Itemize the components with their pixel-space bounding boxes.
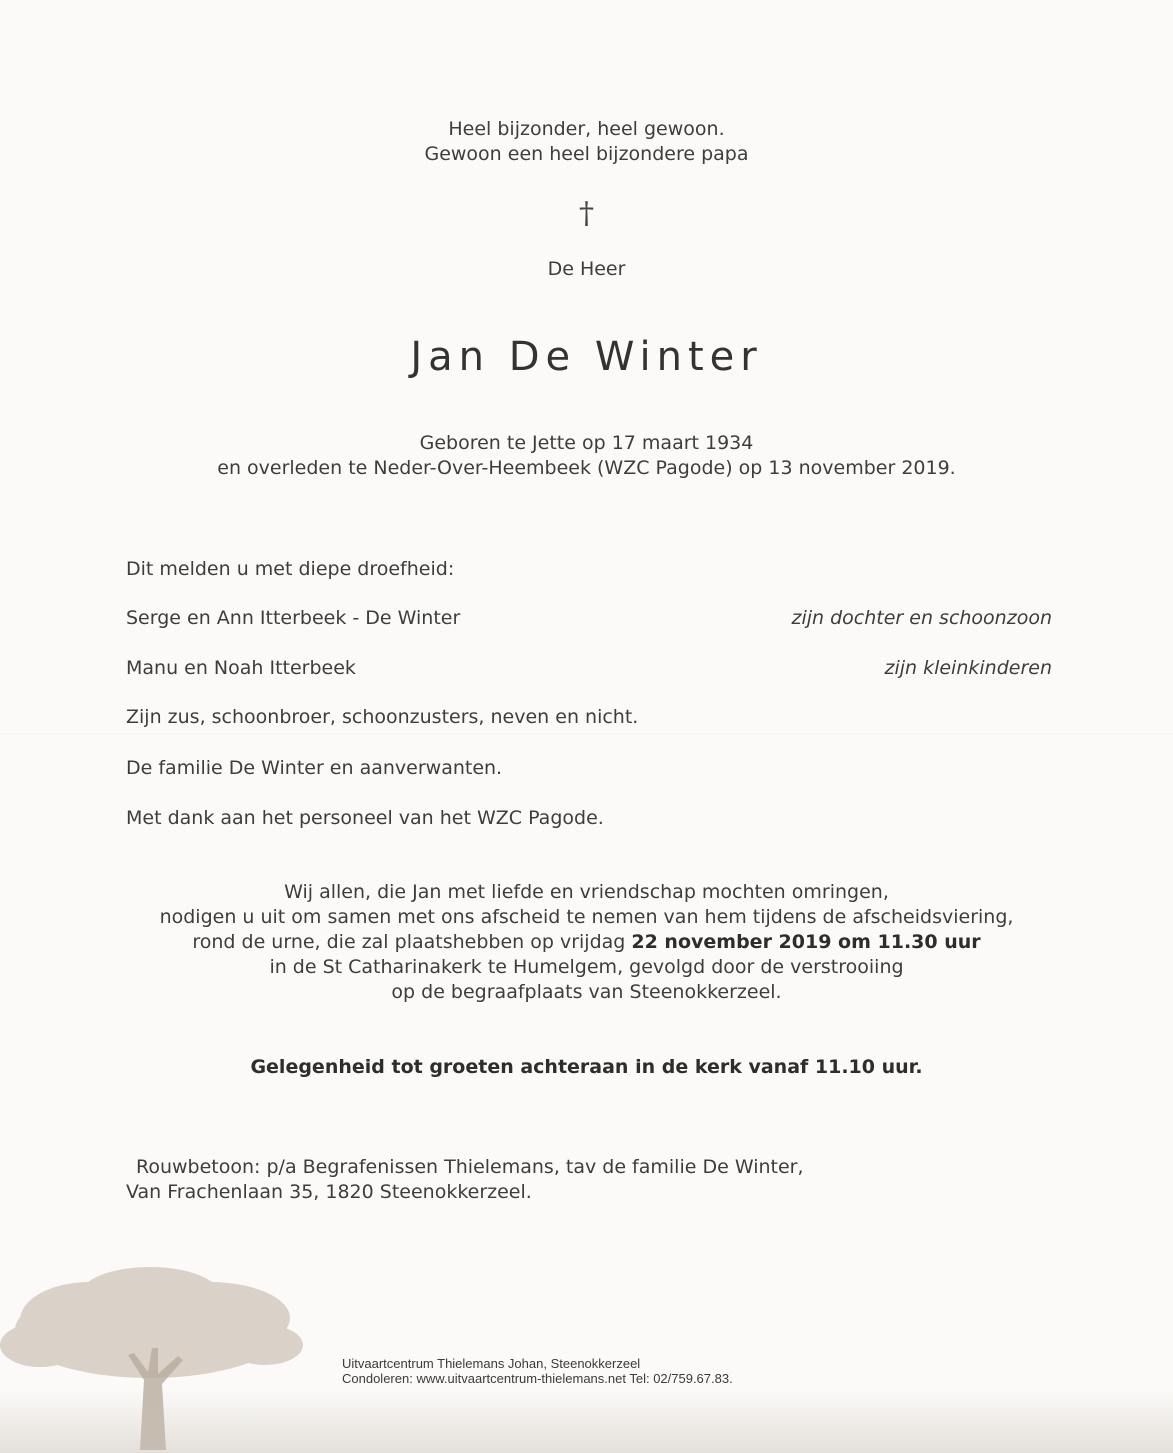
family-row-names: Serge en Ann Itterbeek - De Winter <box>126 607 461 629</box>
birth-line: Geboren te Jette op 17 maart 1934 <box>419 432 754 454</box>
death-line: en overleden te Neder-Over-Heembeek (WZC Pagode) op 13 november 2019. <box>217 457 956 479</box>
family-extra-line: Met dank aan het personeel van het WZC Pagode. <box>126 807 604 829</box>
funeral-home-contact: Condoleren: www.uitvaartcentrum-thielemans.net Tel: 02/759.67.83. <box>342 1371 733 1386</box>
invitation-line-1: Wij allen, die Jan met liefde en vriendschap mochten omringen, <box>284 881 889 903</box>
condolence-address-line-1: Rouwbetoon: p/a Begrafenissen Thielemans, tav de familie De Winter, <box>136 1156 804 1178</box>
invitation-line-3-text: rond de urne, die zal plaatshebben op vrijdag <box>192 931 632 953</box>
family-row-names: Manu en Noah Itterbeek <box>126 657 356 679</box>
family-row <box>126 606 1052 631</box>
funeral-home-name: Uitvaartcentrum Thielemans Johan, Steenokkerzeel <box>342 1356 641 1371</box>
motto-line-1: Heel bijzonder, heel gewoon. <box>448 118 725 140</box>
family-row-relation: zijn dochter en schoonzoon <box>791 607 1052 629</box>
invitation-line-5: op de begraafplaats van Steenokkerzeel. <box>391 981 782 1003</box>
family-row-relation: zijn kleinkinderen <box>884 657 1052 679</box>
gathering-notice: Gelegenheid tot groeten achteraan in de kerk vanaf 11.10 uur. <box>250 1056 923 1078</box>
deceased-name: Jan De Winter <box>410 334 763 380</box>
ceremony-datetime: 22 november 2019 om 11.30 uur <box>631 931 981 953</box>
motto-line-2: Gewoon een heel bijzondere papa <box>424 143 749 165</box>
family-row <box>126 656 1052 681</box>
announcement-intro: Dit melden u met diepe droefheid: <box>126 558 455 580</box>
paper-fold-line <box>0 733 1173 735</box>
honorific-title: De Heer <box>547 258 626 280</box>
family-extra-line: Zijn zus, schoonbroer, schoonzusters, neven en nicht. <box>126 706 639 728</box>
condolence-address-line-2: Van Frachenlaan 35, 1820 Steenokkerzeel. <box>126 1181 532 1203</box>
cross-icon: † <box>579 196 594 231</box>
funeral-home-footer <box>342 1356 733 1386</box>
invitation-line-4: in de St Catharinakerk te Humelgem, gevolgd door de verstrooiing <box>269 956 904 978</box>
invitation-line-3 <box>0 930 1173 955</box>
ground-gradient <box>0 1390 1173 1453</box>
invitation-line-2: nodigen u uit om samen met ons afscheid te nemen van hem tijdens de afscheidsviering, <box>159 906 1014 928</box>
family-extra-line: De familie De Winter en aanverwanten. <box>126 757 503 779</box>
